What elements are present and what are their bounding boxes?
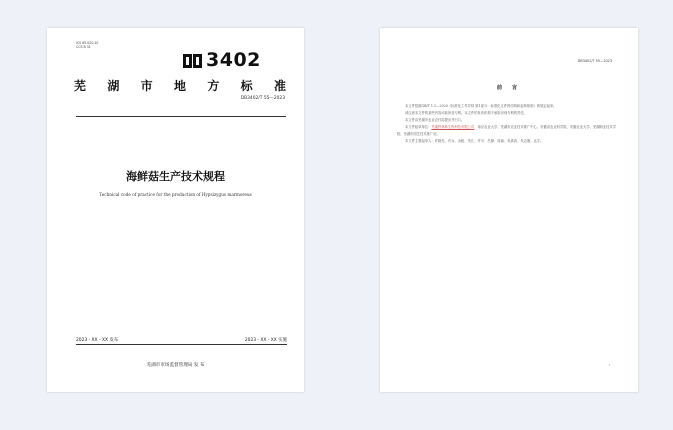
issuer: 芜湖市市场监督管理局 发 布: [146, 363, 205, 368]
db-logo-icon: [183, 53, 203, 72]
foreword-paragraph: 请注意本文件的某些内容可能涉及专利。本文件的发布机构不承担识别专利的责任。: [405, 110, 527, 115]
cover-page: [47, 28, 304, 392]
ics-code-block: [76, 41, 98, 49]
ccs-code: CCS B 31: [76, 45, 91, 50]
document-viewer[interactable]: [6, 0, 673, 430]
foreword-heading: 前 言: [496, 85, 522, 91]
standard-title: [74, 77, 286, 94]
highlighted-unit: 芜湖野林林生物科技有限公司: [431, 124, 475, 129]
foreword-standard-code: DB3402/T 55—2023: [577, 59, 612, 63]
drafting-units-label: 本文件起草单位：: [405, 124, 432, 129]
standard-title-char: 准: [273, 79, 286, 93]
main-title: 海鲜菇生产技术规程: [126, 170, 225, 183]
bottom-divider: [76, 344, 287, 345]
foreword-paragraph: [397, 124, 619, 138]
standard-title-char: 市: [140, 79, 153, 93]
top-divider: [76, 116, 286, 117]
foreword-paragraph: 本文件由芜湖市农业农村局提出并归口。: [405, 117, 465, 122]
standard-title-char: 湖: [107, 79, 120, 93]
standard-title-char: 方: [207, 79, 220, 93]
page-number: I: [609, 363, 610, 367]
ics-code: ICS 65.020.20: [76, 41, 99, 45]
drafting-units-rest: 、南京农业大学、芜湖市农业技术推广中心、安徽省农业科学院、安徽农业大学、芜湖职业技术学院、芜湖市园艺技术推广站。: [397, 124, 616, 136]
standard-code: DB3402/T 55—2023: [240, 96, 285, 101]
standard-title-char: 标: [240, 79, 253, 93]
standard-title-char: 地: [173, 79, 186, 93]
foreword-body: [397, 103, 619, 144]
standard-title-char: 芜: [74, 79, 87, 93]
english-title: Technical code of practice for the production of Hypsizygus marmoreus: [99, 192, 252, 197]
db-number: 3402: [206, 49, 261, 71]
foreword-paragraph: 本文件按照GB/T 1.1—2020《标准化工作导则 第1部分：标准化文件的结构和起草规则》的规定起草。: [405, 104, 557, 108]
publish-date: 2023 - XX - XX 发布: [76, 338, 119, 343]
foreword-paragraph: 本文件主要起草人：许晓光、许兵、余秘、朱江、许平、吕静、周丽、吴真真、朱志刚、孟宇。: [405, 138, 544, 143]
foreword-page: [380, 28, 638, 392]
implement-date: 2023 - XX - XX 实施: [244, 338, 287, 343]
